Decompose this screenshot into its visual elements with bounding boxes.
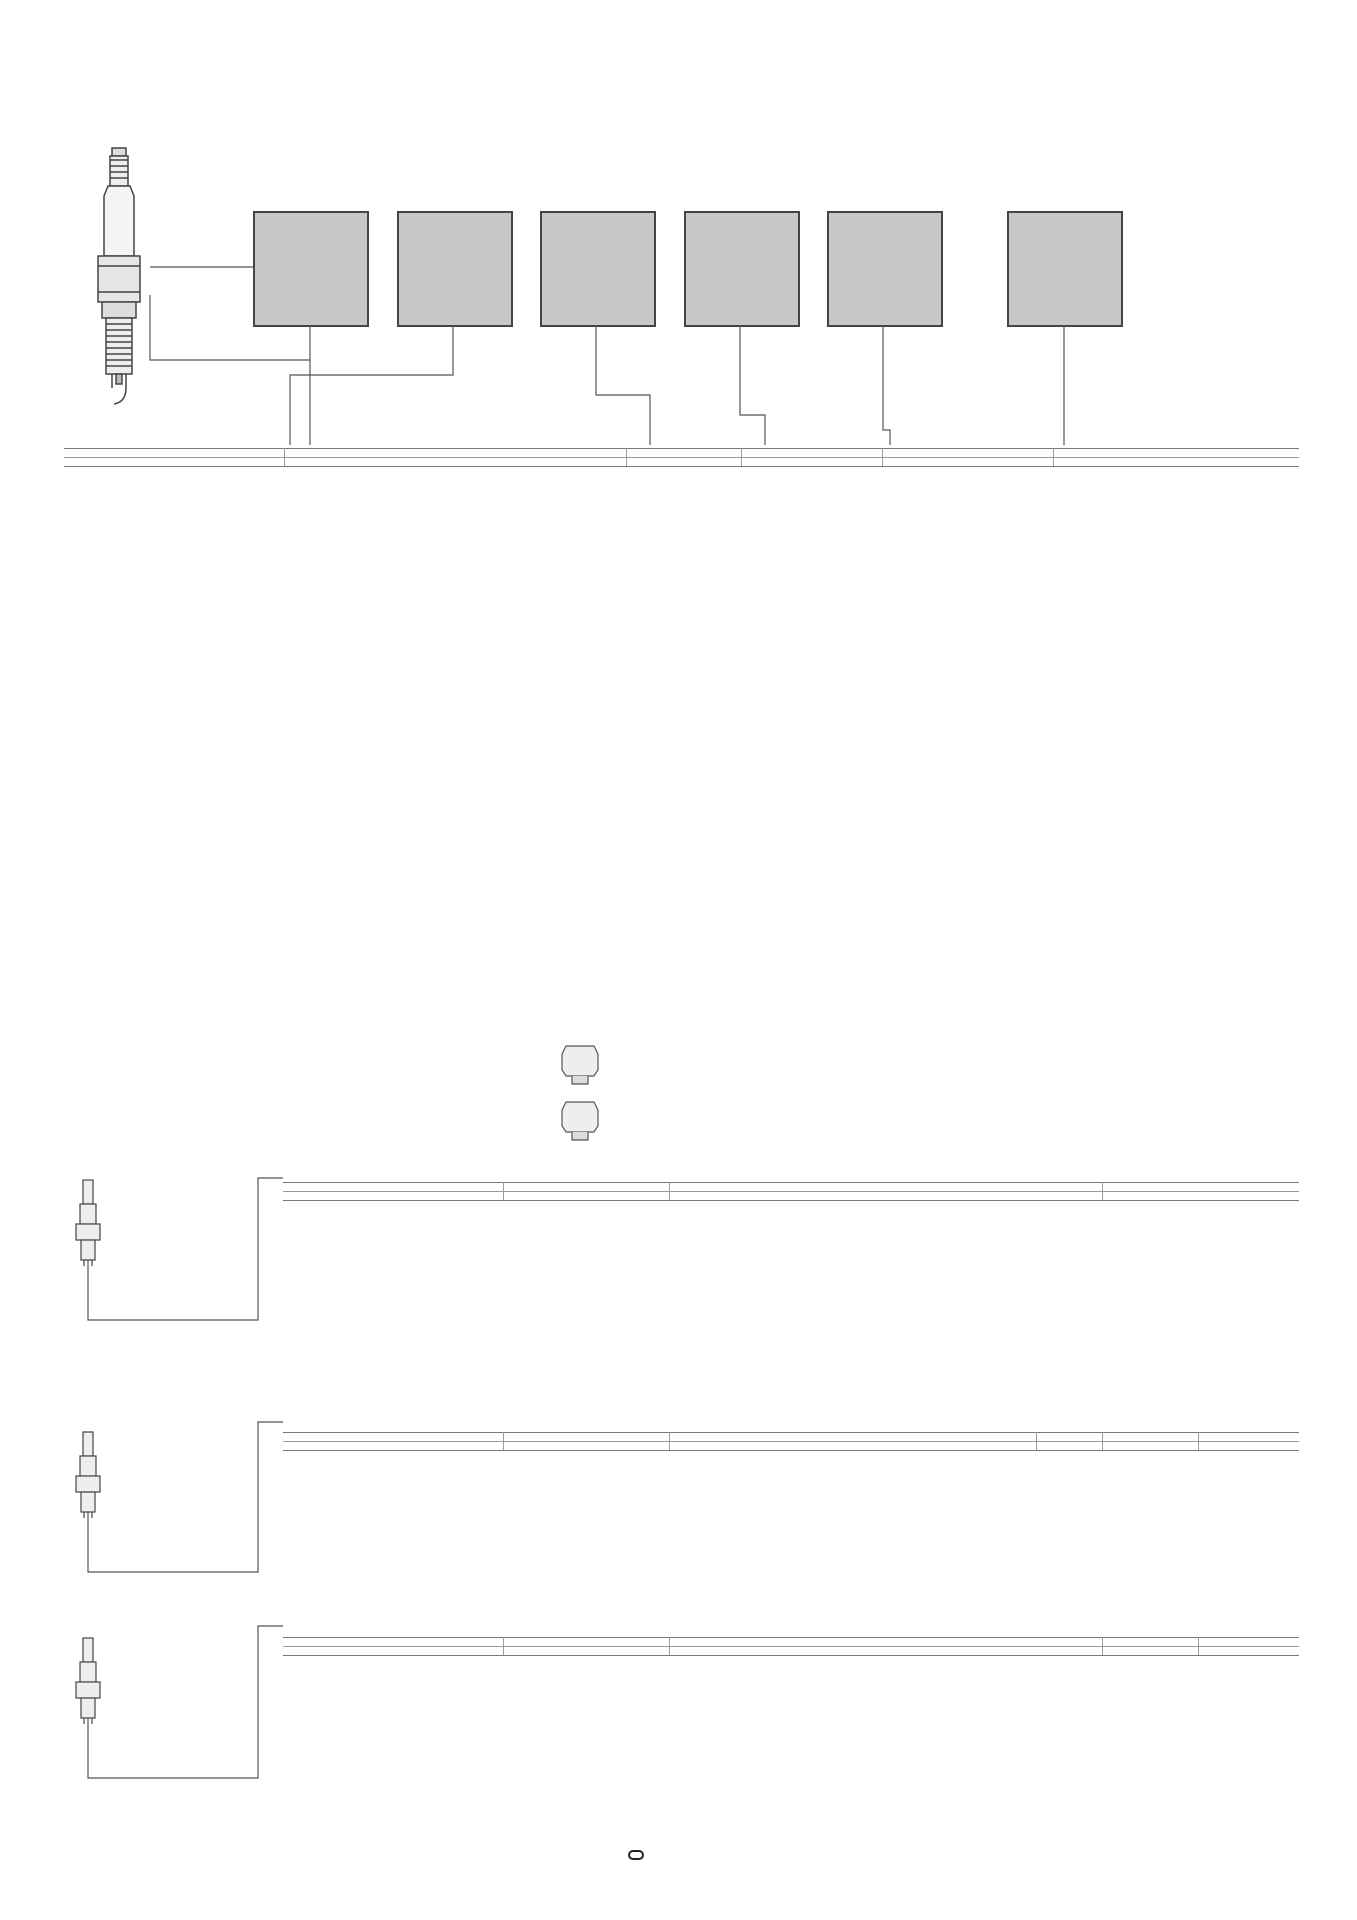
hb-head-heat xyxy=(503,1433,669,1442)
df-sub-types xyxy=(283,1647,503,1656)
sub-diam xyxy=(325,458,390,467)
page-footer xyxy=(628,1844,654,1867)
head-heat xyxy=(742,449,882,458)
df-plug-icon xyxy=(70,1636,106,1726)
sub-base xyxy=(438,458,526,467)
head-f xyxy=(285,449,627,458)
hb-sub-len xyxy=(763,1442,847,1451)
hb-sub-gap xyxy=(1102,1442,1198,1451)
re-sub-gap xyxy=(1102,1192,1299,1201)
head-gap xyxy=(1054,449,1299,458)
df-sub-diam xyxy=(697,1647,763,1656)
re-sub-constr xyxy=(669,1192,1102,1201)
df-head-a xyxy=(1198,1638,1299,1647)
language-badge xyxy=(628,1850,644,1860)
sub-heat xyxy=(742,458,882,467)
df-head-heat xyxy=(503,1638,669,1647)
df-head-gap xyxy=(1102,1638,1198,1647)
sub-len xyxy=(390,458,438,467)
re-table xyxy=(283,1182,1299,1201)
hb-sub-hex xyxy=(941,1442,1036,1451)
hb-head-gap xyxy=(1102,1433,1198,1442)
re-head-types xyxy=(283,1183,503,1192)
re-plug-icon xyxy=(70,1178,106,1268)
hb-sub-base xyxy=(847,1442,941,1451)
df-table xyxy=(283,1637,1299,1656)
hex-nut-icons xyxy=(560,1040,600,1150)
hb-head-ix xyxy=(1036,1433,1102,1442)
sub-constr xyxy=(882,458,1054,467)
hb-plug-icon xyxy=(70,1430,106,1520)
hb-head-types xyxy=(283,1433,503,1442)
re-sub-heat xyxy=(503,1192,669,1201)
df-sub-len xyxy=(763,1647,847,1656)
sub-hexlen xyxy=(526,458,627,467)
df-head-types xyxy=(283,1638,503,1647)
re-head-heat xyxy=(503,1183,669,1192)
df-sub-base xyxy=(847,1647,941,1656)
df-sub-heat xyxy=(503,1647,669,1656)
df-sub-gap xyxy=(1102,1647,1198,1656)
head-p xyxy=(64,449,285,458)
df-head-h xyxy=(669,1638,1102,1647)
hb-sub-heat xyxy=(503,1442,669,1451)
hb-sub-diam xyxy=(697,1442,763,1451)
hb-head-a xyxy=(669,1433,1036,1442)
head-a xyxy=(882,449,1054,458)
sub-gap xyxy=(1054,458,1299,467)
hb-head-p xyxy=(1198,1433,1299,1442)
re-head-gap xyxy=(1102,1183,1299,1192)
hb-sub-types xyxy=(283,1442,503,1451)
re-head-constr xyxy=(669,1183,1102,1192)
sub-res xyxy=(627,458,742,467)
sub-types xyxy=(64,458,285,467)
main-code-table xyxy=(64,448,1299,467)
hb-table xyxy=(283,1432,1299,1451)
head-r xyxy=(627,449,742,458)
re-sub-types xyxy=(283,1192,503,1201)
df-sub-hex xyxy=(941,1647,1102,1656)
